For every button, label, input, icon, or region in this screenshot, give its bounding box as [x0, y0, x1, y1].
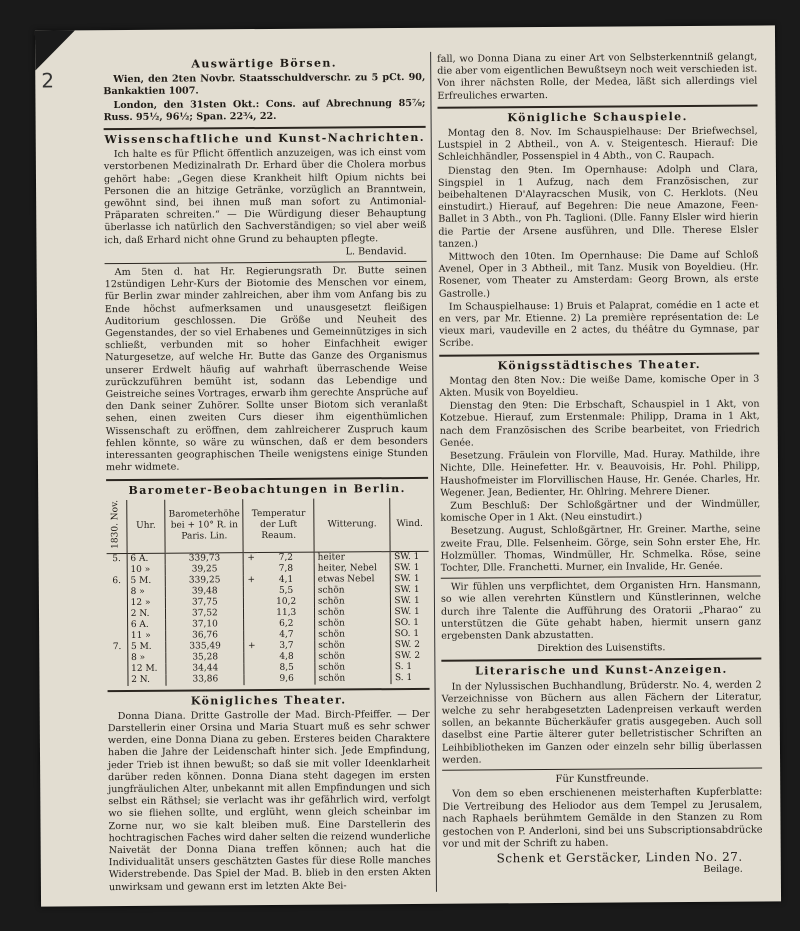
cell-baro: 33,86: [166, 674, 244, 686]
cell-time: 6 A.: [127, 553, 166, 565]
cell-sign: [244, 652, 259, 663]
beilage-label: Beilage.: [703, 863, 743, 875]
boersen-heading: Auswärtige Börsen.: [191, 56, 337, 71]
wissen-heading: Wissenschaftliche und Kunst-Nachrichten.: [104, 130, 426, 147]
cell-day: 6.: [112, 575, 121, 586]
cell-baro: 37,52: [166, 608, 244, 620]
dank-signature: Direktion des Luisenstifts.: [537, 642, 666, 655]
section-rule: [437, 104, 757, 108]
cell-temp: 7,2: [278, 552, 294, 563]
cell-temp: 6,2: [279, 618, 294, 629]
koenigstaedt-para: Besetzung. August, Schloßgärtner, Hr. Greiner. Marthe, seine zweite Frau, Dlle. Felsenheim. Görge, sein Sohn erster Ehe, Hr. Holzmüller. Thomas, Windmüller, Hr. Schmelka. Röse, seine Tochter, Dlle. Franchetti. Murner, ein Invalide, Hr. Genée.: [440, 523, 761, 574]
cell-baro: 339,25: [166, 575, 244, 587]
koenigl-theater-heading: Königliches Theater.: [190, 692, 347, 708]
cell-weather: schön: [315, 673, 392, 685]
col-baro: Barometerhöhe bei + 10° R. in Paris. Lin.: [165, 499, 244, 553]
boersen-london: London, den 31sten Okt.: Cons. auf Abrechnung 85⅞; Russ. 95½, 96½; Span. 22¾, 22.: [103, 97, 426, 123]
cell-day: [107, 663, 127, 674]
kunstfreunde-text: Von dem so eben erschienenen meisterhaften Kupferblatte: Die Vertreibung des Heliodor aus dem Tempel zu Jerusalem, nach Raphaels berühmtem Gemälde in den Stanzen zu Rom gestochen von P. Anderloni, sind bei uns Subscriptionsabdrücke vor und mit der Schrift zu haben.: [442, 786, 763, 850]
cell-temp: 8,5: [279, 662, 294, 673]
cell-baro: 39,25: [165, 564, 243, 576]
cell-time: 5 M.: [127, 575, 166, 586]
cell-temp: 4,7: [279, 629, 294, 640]
section-rule: [108, 687, 430, 691]
cell-time: 12 M.: [128, 663, 167, 674]
cell-wind: SW. 1: [391, 584, 429, 595]
continuation-text: fall, wo Donna Diana zu einer Art von Selbsterkenntniß gelangt, die aber vom eigentlichen Bewußtseyn noch weit verschieden ist. Von ihrer nächsten Rolle, der Medea, läßt sich allerdings viel Erfreuliches erwarten.: [437, 51, 758, 102]
right-column: [437, 52, 763, 879]
cell-weather: schön: [315, 629, 392, 641]
cell-weather: schön: [315, 640, 392, 652]
cell-weather: etwas Nebel: [314, 574, 391, 586]
cell-wind: SW. 1: [391, 551, 429, 563]
barometer-table: [106, 498, 429, 686]
cell-wind: S. 1: [391, 661, 429, 672]
para-rule: [105, 261, 427, 264]
cell-sign: [244, 630, 259, 641]
wissen-signature: L. Bendavid.: [345, 245, 407, 258]
section-rule: [441, 658, 761, 662]
cell-weather: schön: [315, 662, 392, 674]
cell-sign: [244, 564, 259, 575]
cell-sign: [244, 586, 259, 597]
kunstfreunde-signature: Schenk et Gerstäcker, Linden No. 27.: [496, 849, 743, 866]
cell-time: 2 N.: [128, 674, 167, 685]
barometer-row: [107, 672, 429, 685]
cell-sign: [244, 619, 259, 630]
cell-temp: 10,2: [276, 596, 297, 607]
koenigstaedt-heading: Königsstädtisches Theater.: [497, 357, 702, 373]
cell-time: 6 A.: [127, 619, 166, 630]
col-weather: Witterung.: [314, 498, 391, 552]
koenigstaedt-para: Besetzung. Fräulein von Florville, Mad. Huray. Mathilde, ihre Nichte, Dlle. Heinefetter. Hr. v. Beauvoisis, Hr. Pohl. Philipp, Haushofmeister im Florvillischen Hause, Hr. Genée. Charles, Hr. Wegener. Jean, Bedienter, Hr. Ohlring. Mehrere Diener.: [439, 448, 761, 499]
cell-baro: 37,75: [166, 597, 244, 609]
cell-temp: 4,8: [279, 651, 294, 662]
cell-sign: +: [244, 552, 259, 564]
cell-time: 11 »: [127, 630, 166, 641]
cell-time: 12 »: [127, 597, 166, 608]
cell-weather: schön: [314, 585, 391, 597]
cell-wind: S. 1: [391, 672, 429, 683]
cell-day: [107, 564, 127, 575]
page-mark: 2: [41, 68, 55, 93]
schauspiele-heading: Königliche Schauspiele.: [507, 109, 688, 125]
kunstfreunde-heading: Für Kunstfreunde.: [555, 773, 649, 785]
col-temp: Temperatur der Luft Reaum.: [243, 498, 314, 552]
cell-baro: 339,73: [165, 552, 243, 564]
koenigstaedt-para: Montag den 8ten Nov.: Die weiße Dame, komische Oper in 3 Akten. Musik von Boyeldieu.: [439, 373, 760, 399]
schauspiele-para: Montag den 8. Nov. Im Schauspielhause: Der Briefwechsel, Lustspiel in 2 Abtheil., von A. v. Steigentesch. Hierauf: Die Schleichhändler, Possenspiel in 4 Abth., von C. Raupach.: [437, 125, 758, 164]
wissen-para2: Am 5ten d. hat Hr. Regierungsrath Dr. Butte seinen 12stündigen Lehr-Kurs der Biotomie des Menschen vor einem, für Berlin zwar minder zahlreichen, aber ihm vom Anfang bis zu Ende höchst aufmerksamen und unausgesetzt fleißigen Auditorium geschlossen. Die Größe und Neuheit des Gegenstandes, der so viel Erhabenes und Gemeinnütziges in sich schließt, verbunden mit so hoher Einfachheit ewiger Naturgesetze, auf welche Hr. Butte das Ganze des Organismus unserer Erdwelt häufig auf wahrhaft überraschende Weise zurückzuführen bemüht ist, sodann das Lebendige und Geistreiche seines Vortrages, erwarb ihm gerechte Ansprüche auf den Dank seiner Zuhörer. Sollte unser Biotom sich veranlaßt sehen, einen zweiten Curs dieser ihm eigenthümlichen Wissenschaft zu eröffnen, dem zahlreicherer Zuspruch kaum fehlen könnte, so wäre zu wünschen, daß er dem besonders interessanten geographischen Theile wenigstens einige Stunden mehr widmete.: [104, 264, 428, 474]
cell-weather: heiter, Nebel: [314, 563, 391, 575]
cell-baro: 335,49: [166, 641, 244, 653]
koenigl-theater-text: Donna Diana. Dritte Gastrolle der Mad. Birch-Pfeiffer. — Der Darstellerin einer Orsina und Maria Stuart muß es sehr schwer werden, eine Donna Diana zu geben. Ersteres beiden Charaktere haben die Jahre der Leidenschaft hinter sich. Jede Empfindung, jeder Trieb ist ihnen bewußt; so daß sie mit voller Ideenklarheit darüber reden können. Donna Diana steht dagegen im ersten jungfräulichen Alter, unbekannt mit allen Empfindungen und sich selbst ein Räthsel; sie verlacht was ihr gefährlich wird, verfolgt wo sie fliehen sollte, und erglüht, wenn gleich scheinbar im Zorne nur, wo sie kalt bleiben muß. Eine Darstellerin des hochtragischen Faches wird daher selten die reizend wunderliche Naivetät der Donna Diana treffen können; auch hat die Individualität unsers geschätzten Gastes für diese Rolle manches Widerstrebende. Das Spiel der Mad. B. blieb in den ersten Akten unwirksam und gewann erst im letzten Akte Bei-: [107, 708, 431, 893]
cell-wind: SW. 1: [391, 595, 429, 606]
cell-wind: SO. 1: [391, 617, 429, 628]
cell-weather: heiter: [314, 551, 391, 563]
cell-day: 7.: [112, 641, 122, 652]
cell-wind: SW. 1: [391, 573, 429, 584]
cell-time: 8 »: [127, 586, 166, 597]
cell-sign: [244, 597, 259, 608]
literarisch-text: In der Nylussischen Buchhandlung, Brüderstr. No. 4, werden 2 Verzeichnisse von Büchern aus allen Fächern der Literatur, welche zu sehr herabgesetzten Ladenpreisen verkauft werden sollen, an bekannte Bücherkäufer gratis ausgegeben. Auch soll daselbst eine Partie älterer guter belletristischer Schriften an Leihbibliotheken im Ganzen oder einzeln sehr billig überlassen werden.: [441, 679, 762, 766]
cell-baro: 36,76: [166, 630, 244, 642]
cell-baro: 35,28: [166, 652, 244, 664]
cell-baro: 34,44: [166, 663, 244, 675]
cell-day: [107, 652, 127, 663]
para-rule: [442, 768, 762, 771]
cell-wind: SW. 2: [391, 650, 429, 661]
cell-baro: 37,10: [166, 619, 244, 631]
cell-time: 8 »: [128, 652, 167, 663]
section-rule: [439, 352, 759, 356]
section-rule: [104, 126, 426, 130]
left-column: [103, 54, 431, 895]
newspaper-page: [35, 25, 781, 906]
boersen-wien: Wien, den 2ten Novbr. Staatsschuldverschr. zu 5 pCt. 90, Bankaktien 1007.: [103, 72, 426, 98]
cell-time: 5 M.: [127, 641, 166, 652]
cell-baro: 39,48: [166, 586, 244, 598]
literarisch-heading: Literarische und Kunst-Anzeigen.: [475, 663, 728, 678]
cell-day: [107, 619, 127, 630]
cell-sign: [244, 608, 259, 619]
cell-wind: SW. 1: [391, 562, 429, 573]
cell-weather: schön: [314, 596, 391, 608]
cell-temp: 5,5: [278, 585, 294, 596]
koenigstaedt-para: Dienstag den 9ten: Die Erbschaft, Schauspiel in 1 Akt, von Kotzebue. Hierauf, zum Erstenmale: Philipp, Drama in 1 Akt, nach dem Französischen des Scribe bearbeitet, von Friedrich Genée.: [439, 398, 760, 449]
section-rule: [106, 476, 428, 480]
schauspiele-para: Dienstag den 9ten. Im Opernhause: Adolph und Clara, Singspiel in 1 Aufzug, nach dem Französischen, zur beibehaltenen D'Alayracschen Musik, von C. Herklots. (Neu einstudirt.) Hierauf, auf Begehren: Die neue Amazone, Feen-Ballet in 3 Abth., von Ph. Taglioni. (Dlle. Fanny Elsler wird hierin die Partie der Arsene ausführen, und Dlle. Therese Elsler tanzen.): [437, 163, 759, 250]
cell-sign: [244, 663, 259, 674]
cell-weather: schön: [315, 651, 392, 663]
schauspiele-para: Mittwoch den 10ten. Im Opernhause: Die Dame auf Schloß Avenel, Oper in 3 Abtheil., mit Tanz. Musik von Boyeldieu. (Hr. Rosener, vom Theater zu Amsterdam: Georg Brown, als erste Gastrolle.): [438, 249, 759, 300]
column-divider: [430, 52, 437, 892]
col-year: 1830. Nov.: [106, 500, 127, 553]
cell-wind: SO. 1: [391, 628, 429, 639]
para-rule: [441, 576, 761, 579]
cell-wind: SW. 1: [391, 606, 429, 617]
cell-temp: 9,6: [279, 673, 294, 684]
dank-text: Wir fühlen uns verpflichtet, dem Organisten Hrn. Hansmann, so wie allen verehrten Künstlern und Künstlerinnen, welche durch ihre Talente die Aufführung des Oratorii „Pharao“ zu unterstützen die Güte gehabt haben, hiermit unsern ganz ergebensten Dank abzustatten.: [440, 579, 762, 642]
cell-time: 10 »: [127, 564, 166, 575]
col-time: Uhr.: [126, 499, 165, 553]
cell-sign: +: [244, 641, 259, 652]
cell-day: 5.: [112, 553, 121, 564]
cell-day: [107, 586, 127, 597]
koenigstaedt-para: Zum Beschluß: Der Schloßgärtner und der Windmüller, komische Oper in 1 Akt. (Neu einstudirt.): [440, 498, 761, 524]
barometer-heading: Barometer-Beobachtungen in Berlin.: [128, 481, 406, 497]
wissen-para1: Ich halte es für Pflicht öffentlich anzuzeigen, was ich einst vom verstorbenen Medizinalrath Dr. Erhard über die Cholera morbus gehört habe: „Gegen diese Krankheit hilft Opium nichts bei Personen die an hitzige Getränke, vorzüglich an Branntwein, gewöhnt sind, bei ihnen muß man sofort zu Antimonial-Präparaten schreiten.“ — Die Würdigung dieser Behauptung überlasse ich natürlich den Sachverständigen; so viel aber weiß ich, daß Erhard nicht ohne Grund zu behaupten pflegte.: [103, 147, 427, 246]
cell-day: [107, 674, 127, 685]
schauspiele-para: Im Schauspielhause: 1) Bruis et Palaprat, comédie en 1 acte et en vers, par Mr. Etienne. 2) La première représentation de: Le vieux mari, vaudeville en 2 actes, du théâtre du Gymnase, par Scribe.: [438, 299, 760, 350]
cell-temp: 11,3: [276, 607, 297, 618]
cell-sign: [244, 674, 259, 685]
cell-day: [107, 608, 127, 619]
cell-weather: schön: [314, 607, 391, 619]
cell-temp: 7,8: [278, 563, 294, 574]
cell-weather: schön: [315, 618, 392, 630]
cell-temp: 4,1: [278, 574, 294, 585]
cell-sign: +: [244, 575, 259, 586]
col-wind: Wind.: [390, 498, 428, 552]
cell-day: [107, 630, 127, 641]
cell-wind: SW. 2: [391, 639, 429, 650]
cell-temp: 3,7: [279, 640, 294, 651]
cell-time: 2 N.: [127, 608, 166, 619]
torn-corner: [35, 30, 75, 70]
cell-day: [107, 597, 127, 608]
